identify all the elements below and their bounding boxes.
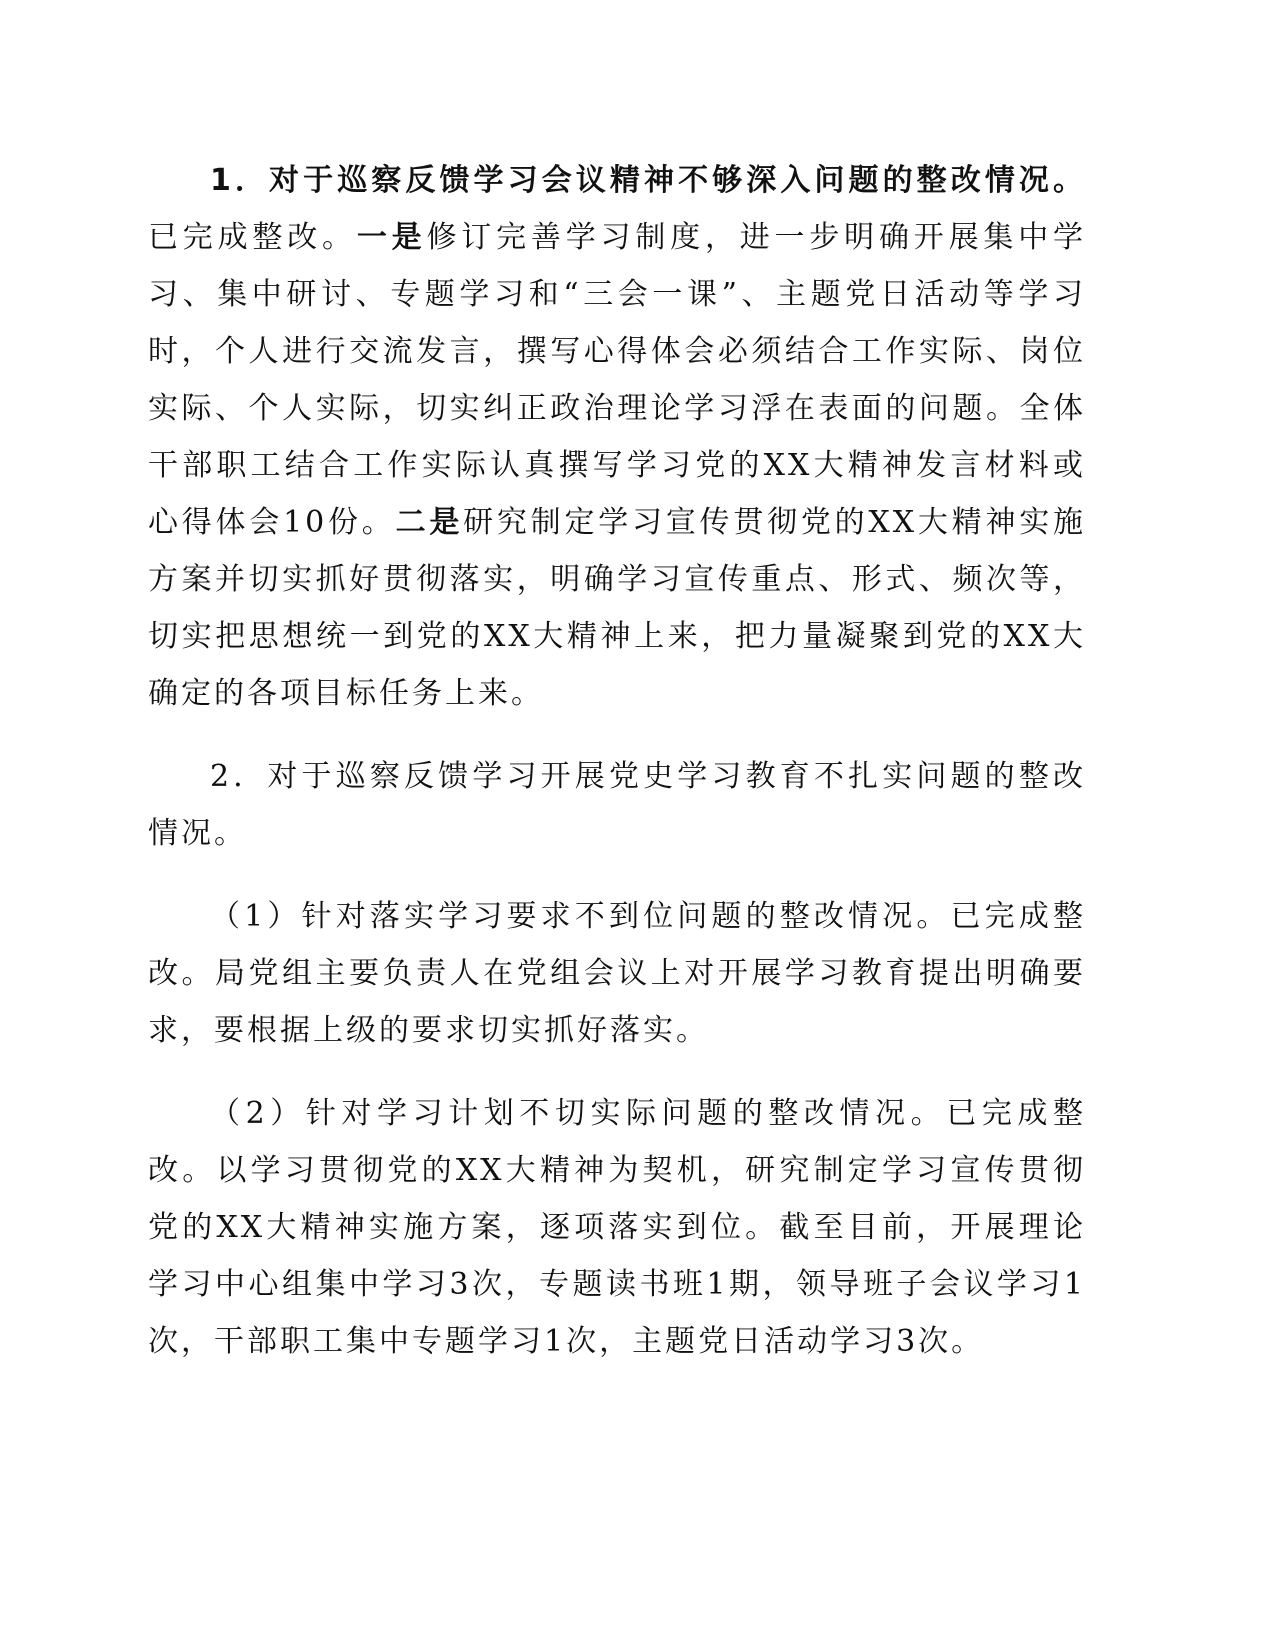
paragraph-1-heading: 1．对于巡察反馈学习会议精神不够深入问题的整改情况。: [210, 163, 1086, 198]
paragraph-1: [148, 152, 1086, 722]
paragraph-4-text: （2）针对学习计划不切实际问题的整改情况。已完成整改。以学习贯彻党的XX大精神为契机，研究制定学习宣传贯彻党的XX大精神实施方案，逐项落实到位。截至目前，开展理论学习中心组集中学习3次，专题读书班1期，领导班子会议学习1次，干部职工集中专题学习1次，主题党日活动学习3次。: [148, 1096, 1086, 1359]
paragraph-3-text: （1）针对落实学习要求不到位问题的整改情况。已完成整改。局党组主要负责人在党组会议上对开展学习教育提出明确要求，要根据上级的要求切实抓好落实。: [148, 899, 1086, 1048]
paragraph-2-text: 2．对于巡察反馈学习开展党史学习教育不扎实问题的整改情况。: [148, 759, 1086, 851]
paragraph-1-marker-2: 二是: [395, 505, 464, 540]
paragraph-1-status: 已完成整改。: [148, 220, 357, 255]
paragraph-4: [148, 1085, 1086, 1370]
paragraph-1-text-2: 研究制定学习宣传贯彻党的XX大精神实施方案并切实抓好贯彻落实，明确学习宣传重点、形式、频次等，切实把思想统一到党的XX大精神上来，把力量凝聚到党的XX大确定的各项目标任务上来。: [148, 505, 1086, 711]
paragraph-1-text-1: 修订完善学习制度，进一步明确开展集中学习、集中研讨、专题学习和“三会一课”、主题党日活动等学习时，个人进行交流发言，撰写心得体会必须结合工作实际、岗位实际、个人实际，切实纠正政治理论学习浮在表面的问题。全体干部职工结合工作实际认真撰写学习党的XX大精神发言材料或心得体会10份。: [148, 220, 1087, 540]
document-body: [148, 152, 1086, 1370]
paragraph-1-marker-1: 一是: [356, 220, 427, 255]
paragraph-3: [148, 888, 1086, 1059]
paragraph-2: [148, 748, 1086, 862]
